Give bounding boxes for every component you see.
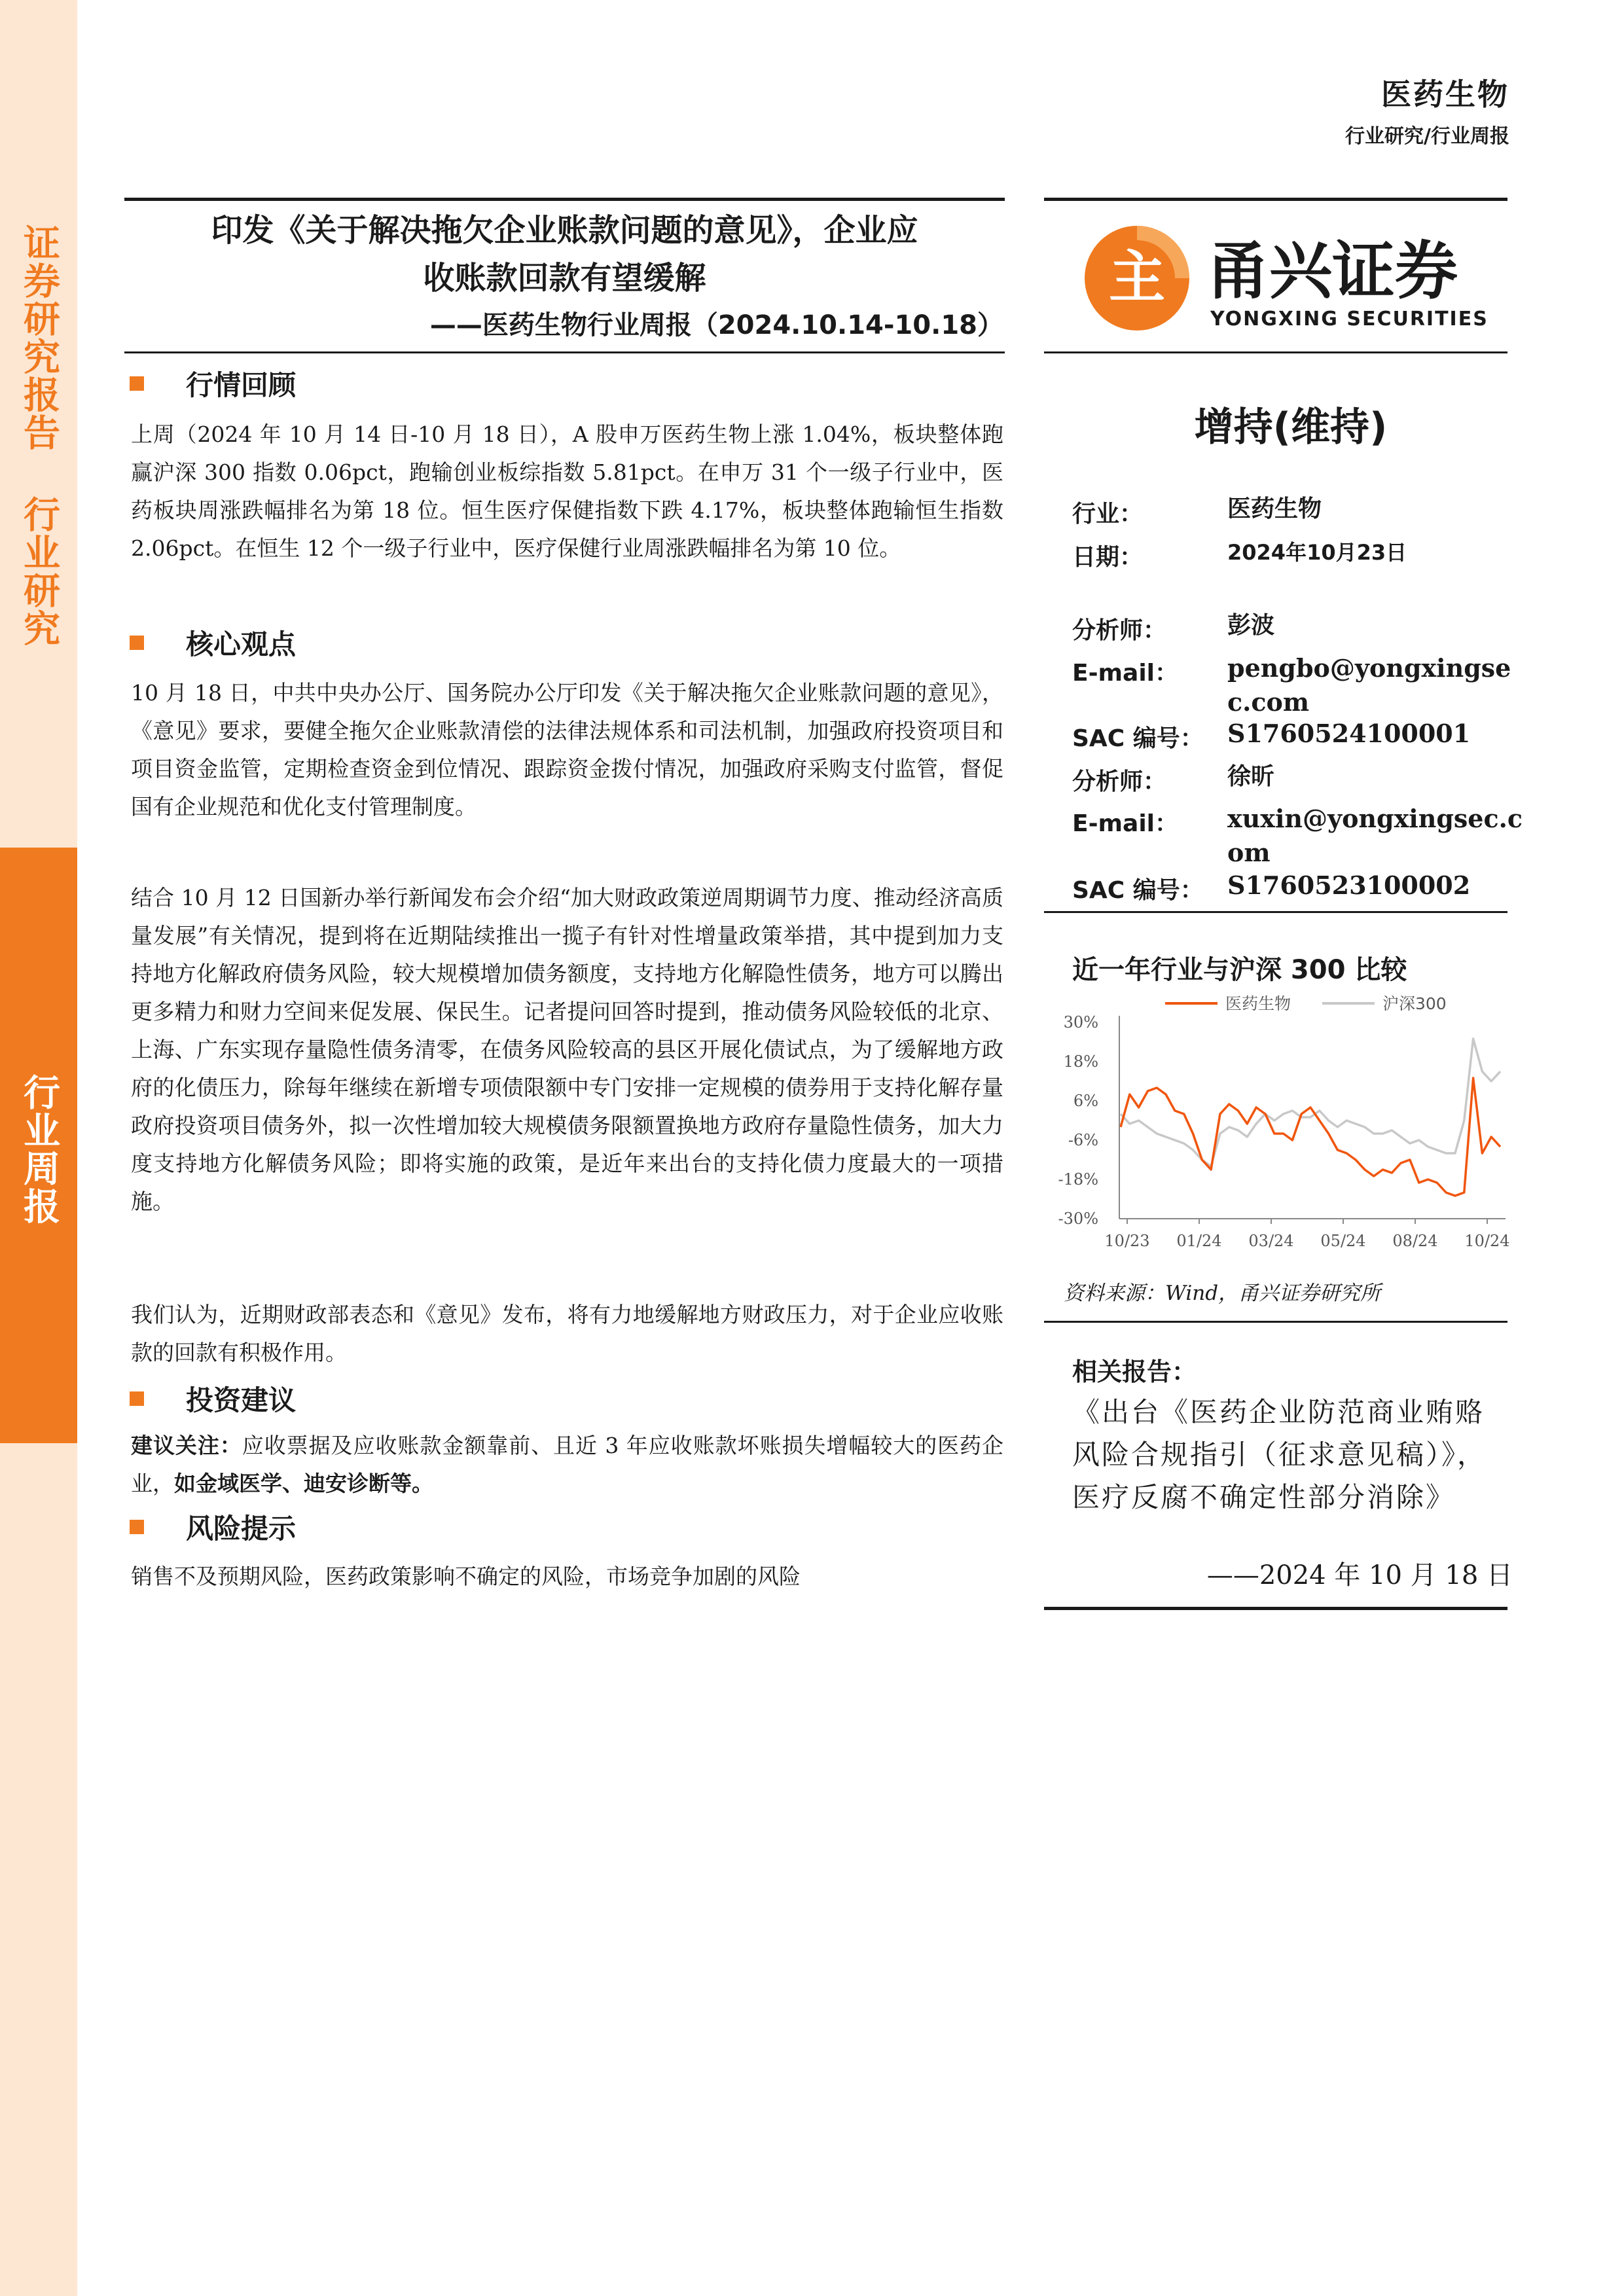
rating: 增持(维持) [1194,404,1388,450]
related-heading: 相关报告： [1072,1357,1197,1386]
investment-text [131,1427,1003,1503]
x-tick-label: 10/23 [1104,1232,1150,1250]
right-chart-rule [1044,1321,1507,1323]
core-view-paragraph-1: 10 月 18 日，中共中央办公厅、国务院办公厅印发《关于解决拖欠企业账款问题的意见》，《意见》要求，要健全拖欠企业账款清偿的法律法规体系和司法机制，加强政府投资项目和项目资金监管，定期检查资金到位情况、跟踪资金拨付情况，加强政府采购支付监管，督促国有企业规范和优化支付管理制度。 [131,680,1003,819]
date-value: 2024年10月23日 [1227,540,1407,565]
email1-label: E-mail： [1072,660,1179,687]
title-top-rule [124,198,1005,201]
sidebar-bottom-band [0,1443,77,2296]
comparison-chart [1054,992,1512,1273]
core-view-paragraph-3: 我们认为，近期财政部表态和《意见》发布，将有力地缓解地方财政压力，对于企业应收账款的回款有积极作用。 [131,1302,1003,1365]
email1-value[interactable]: pengbo@yongxingsec.com [1227,653,1511,717]
x-tick-label: 03/24 [1248,1232,1294,1250]
investment-highlight: 如金域医学、迪安诊断等。 [174,1471,433,1496]
right-top-rule [1044,198,1507,201]
x-tick-label: 05/24 [1320,1232,1366,1250]
y-tick-label: 18% [1063,1052,1098,1071]
right-info-rule [1044,911,1507,913]
email2-label: E-mail： [1072,810,1179,837]
legend-label: 医药生物 [1225,994,1291,1013]
x-tick-label: 08/24 [1392,1232,1438,1250]
related-report-title[interactable]: 《出台《医药企业防范商业贿赂风险合规指引（征求意见稿）》，医疗反腐不确定性部分消除》 [1072,1396,1487,1513]
related-report-date: ——2024 年 10 月 18 日 [1206,1560,1513,1590]
logo-mark: 主 [1109,245,1165,310]
section-heading-risk: 风险提示 [130,1507,296,1547]
x-tick-label: 01/24 [1176,1232,1222,1250]
investment-label: 建议关注： [131,1433,242,1458]
header-sector: 医药生物 [1381,77,1509,112]
section-bullet-icon [130,636,144,650]
core-view-paragraph-2: 结合 10 月 12 日国新办举行新闻发布会介绍“加大财政政策逆周期调节力度、推动经济高质量发展”有关情况，提到将在近期陆续推出一揽子有针对性增量政策举措，其中提到加力支持地方化解政府债务风险，较大规模增加债务额度，支持地方化解隐性债务，地方可以腾出更多精力和财力空间来促发展、保民生。记者提问回答时提到，推动债务风险较低的北京、上海、广东实现存量隐性债务清零，在债务风险较高的县区开展化债试点，为了缓解地方政府的化债压力，除每年继续在新增专项债限额中专门安排一定规模的债券用于支持化解存量政府投资项目债务外，拟一次性增加较大规模债务限额置换地方政府存量隐性债务，加大力度支持地方化解债务风险；即将实施的政策，是近年来出台的支持化债力度最大的一项措施。 [131,885,1003,1214]
analyst1-name: 彭波 [1227,612,1275,639]
y-tick-label: 6% [1073,1092,1098,1110]
sidebar-label-research: 证券研究报告 行业研究 [18,224,60,647]
title-line-2: 收账款回款有望缓解 [423,260,706,296]
market-review-text: 上周（2024 年 10 月 14 日-10 月 18 日），A 股申万医药生物上涨 1.04%，板块整体跑赢沪深 300 指数 0.06pct，跑输创业板综指数 5.81pct。在申万 31 个一级子行业中，医药板块周涨跌幅排名为第 18 位。恒生医疗保健指数下跌 4.17%，板块整体跑输恒生指数 2.06pct。在恒生 12 个一级子行业中，医疗保健行业周涨跌幅排名为第 10 位。 [131,422,1003,561]
title-bottom-rule [124,351,1005,353]
header-report-type: 行业研究/行业周报 [1345,125,1509,148]
risk-text: 销售不及预期风险，医药政策影响不确定的风险，市场竞争加剧的风险 [131,1564,801,1589]
industry-value: 医药生物 [1227,495,1322,522]
series-line-沪深300 [1121,1039,1500,1166]
section-heading-core-view: 核心观点 [130,623,296,662]
sac1-label: SAC 编号： [1072,725,1204,752]
chart-title: 近一年行业与沪深 300 比较 [1072,955,1407,985]
y-tick-label: 30% [1063,1013,1098,1031]
legend-label: 沪深300 [1382,994,1447,1013]
analyst2-label: 分析师： [1072,768,1167,795]
sidebar-label-weekly: 行业周报 [18,1073,60,1225]
chart-source: 资料来源：Wind，甬兴证券研究所 [1064,1282,1381,1305]
subtitle: ——医药生物行业周报（2024.10.14-10.18） [429,310,1003,340]
sac2-label: SAC 编号： [1072,877,1204,904]
title-line-1: 印发《关于解决拖欠企业账款问题的意见》，企业应 [211,212,918,249]
company-logo [1083,219,1496,337]
section-bullet-icon [130,1520,144,1534]
section-heading-investment: 投资建议 [130,1379,296,1418]
sac1-value: S1760524100001 [1227,719,1471,748]
right-logo-rule [1044,351,1507,353]
y-tick-label: -18% [1058,1170,1098,1189]
section-bullet-icon [130,376,144,391]
x-tick-label: 10/24 [1464,1232,1510,1250]
investment-body: 应收票据及应收账款金额靠前、且近 3 年应收账款坏账损失增幅较大的医药企业， [131,1433,1003,1496]
logo-svg [1083,219,1496,337]
industry-label: 行业： [1072,501,1144,528]
logo-cn-text: 甬兴证券 [1206,234,1458,308]
date-label: 日期： [1072,544,1144,571]
analyst2-name: 徐昕 [1227,763,1275,790]
y-tick-label: -6% [1068,1131,1098,1149]
analyst1-label: 分析师： [1072,617,1167,644]
sac2-value: S1760523100002 [1227,870,1471,900]
y-tick-label: -30% [1058,1210,1098,1228]
series-line-医药生物 [1121,1078,1500,1196]
email2-value[interactable]: xuxin@yongxingsec.com [1227,804,1523,867]
section-bullet-icon [130,1391,144,1406]
right-bottom-rule [1044,1607,1507,1610]
logo-en-text: YONGXING SECURITIES [1210,308,1489,331]
section-heading-market-review: 行情回顾 [130,364,296,403]
